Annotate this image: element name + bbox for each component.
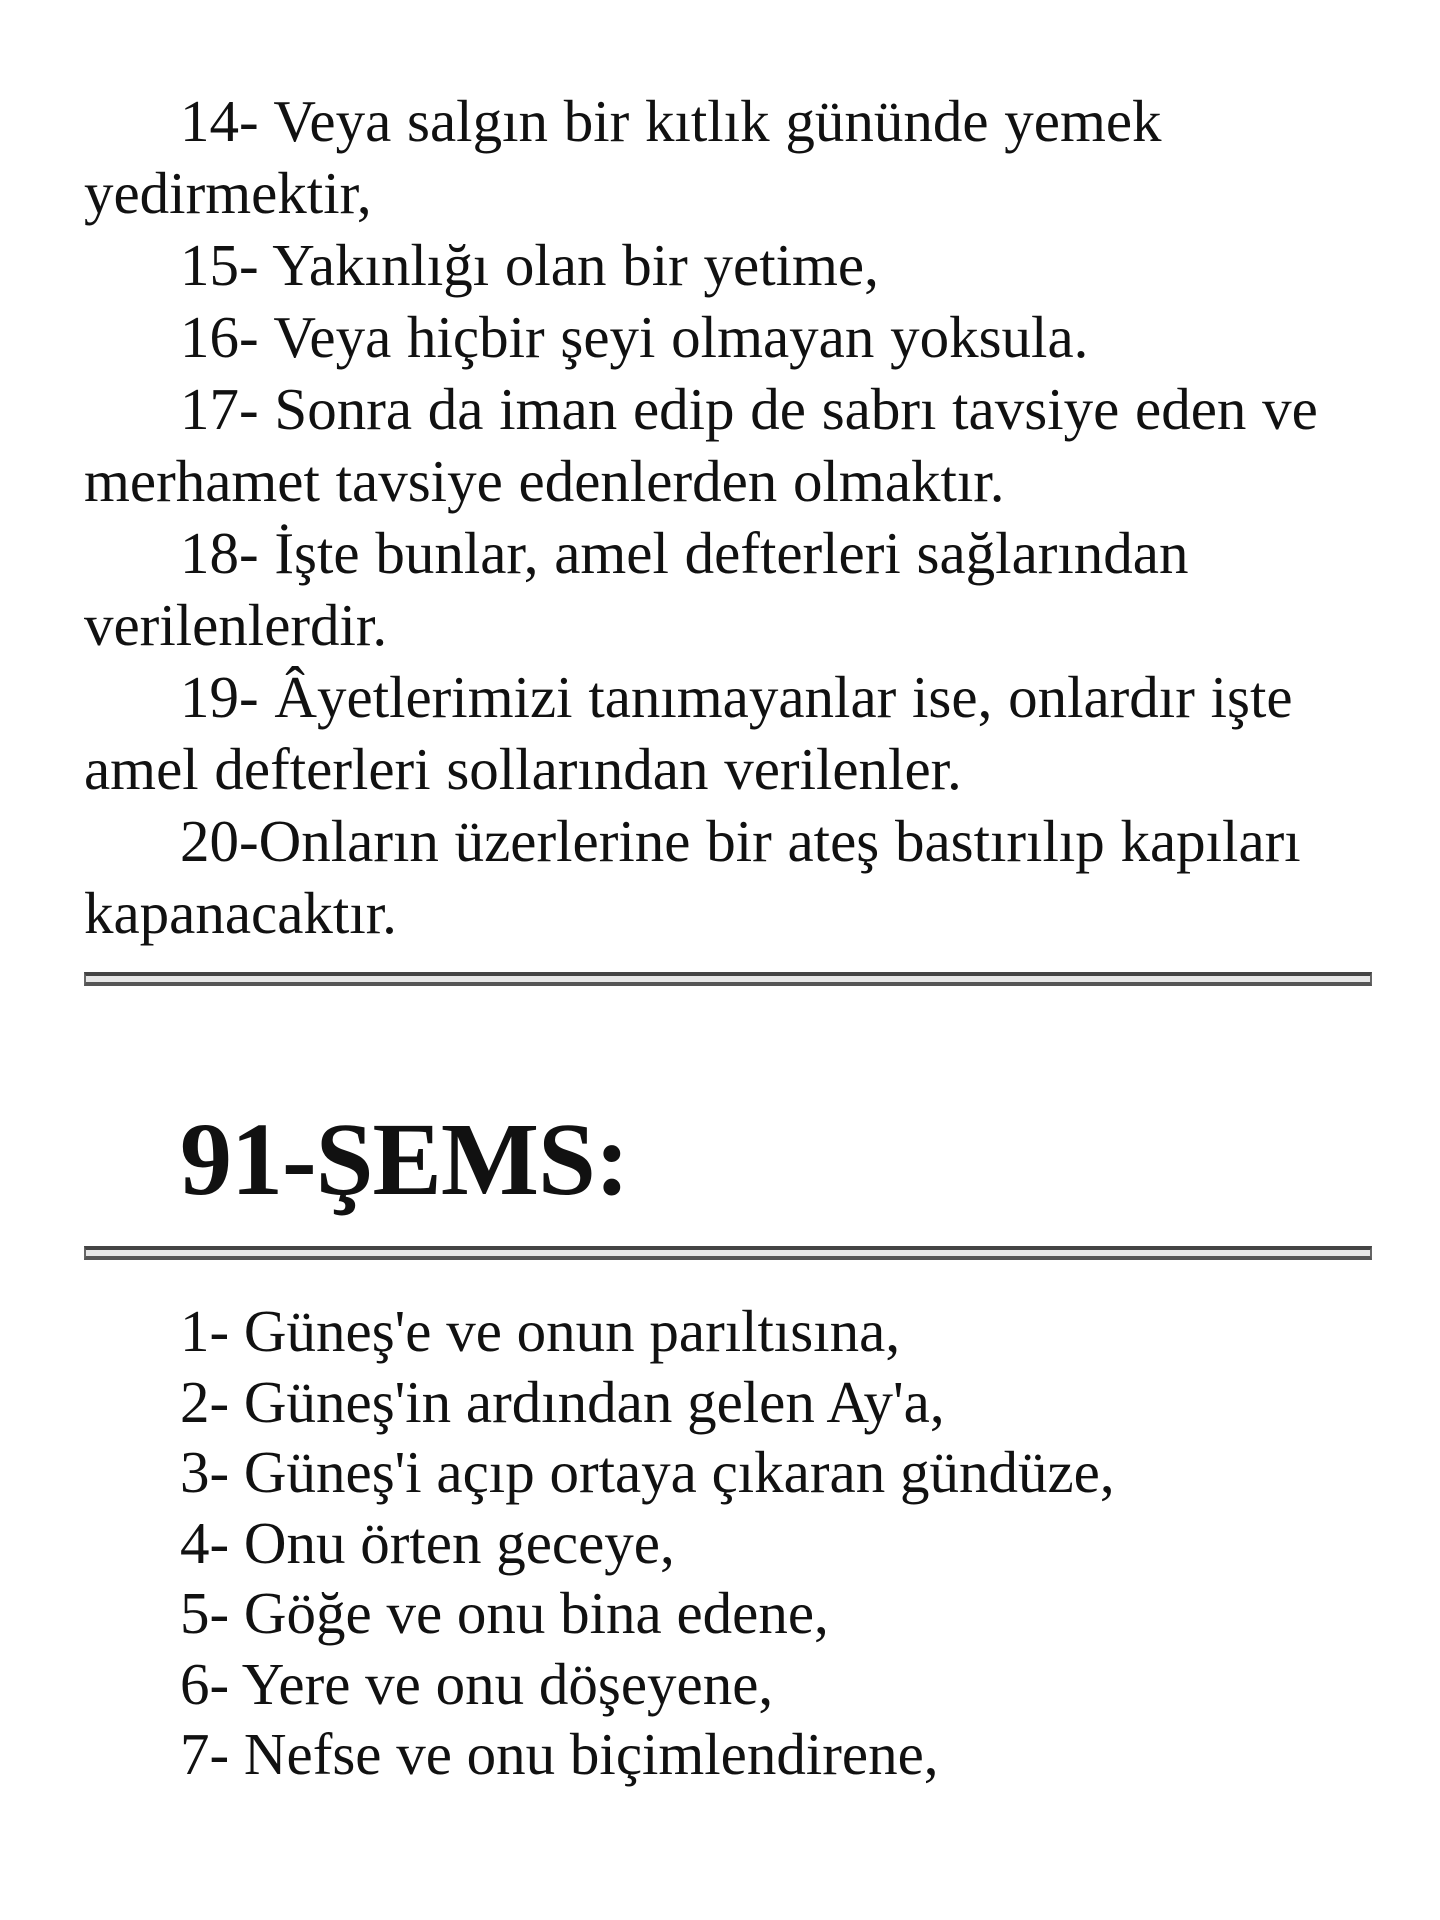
verse-17: 17- Sonra da iman edip de sabrı tavsiye eden ve merhamet tavsiye edenlerden olmaktır. [84, 376, 1318, 514]
verse-1: 1- Güneş'e ve onun parıltısına, [180, 1298, 901, 1364]
surah-title: 91-ŞEMS: [180, 1102, 629, 1217]
verse-18: 18- İşte bunlar, amel defterleri sağlarından verilenlerdir. [84, 520, 1189, 658]
verse-15: 15- Yakınlığı olan bir yetime, [180, 232, 879, 298]
verse-19: 19- Âyetlerimizi tanımayanlar ise, onlardır işte amel defterleri sollarından verilenler. [84, 664, 1293, 802]
continuation-verses [84, 85, 1374, 949]
verse-14: 14- Veya salgın bir kıtlık gününde yemek yedirmektir, [84, 88, 1162, 226]
verse-7: 7- Nefse ve onu biçimlendirene, [180, 1721, 939, 1787]
verse-6: 6- Yere ve onu döşeyene, [180, 1650, 774, 1717]
verse-4: 4- Onu örten geceye, [180, 1509, 675, 1576]
verse-2: 2- Güneş'in ardından gelen Ay'a, [180, 1368, 945, 1435]
surah-verses [84, 1296, 1374, 1790]
verse-20: 20-Onların üzerlerine bir ateş bastırılıp kapıları kapanacaktır. [84, 808, 1301, 946]
verse-5: 5- Göğe ve onu bina edene, [180, 1580, 829, 1646]
divider-top [84, 972, 1372, 986]
divider-bottom [84, 1246, 1372, 1260]
verse-3: 3- Güneş'i açıp ortaya çıkaran gündüze, [180, 1439, 1115, 1505]
verse-16: 16- Veya hiçbir şeyi olmayan yoksula. [180, 304, 1089, 370]
